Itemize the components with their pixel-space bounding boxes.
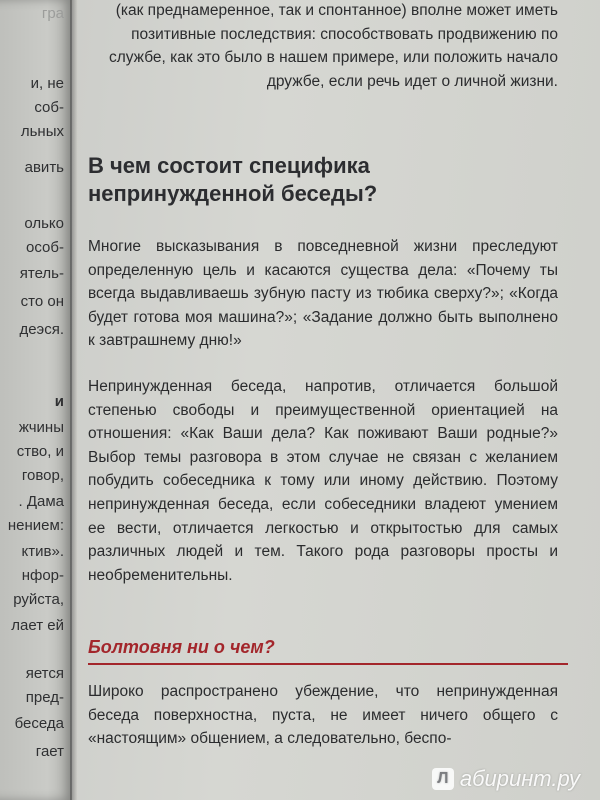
left-page-text-fragment: руйста, — [13, 591, 64, 608]
left-page-text-fragment: беседа — [14, 715, 64, 732]
intro-paragraph: (как преднамеренное, так и спонтанное) вполне может иметь позитивные последствия: способствовать продвижению по службе, как это было в нашем примере, или положить начало дружбе, если речь идет о личной жизни. — [108, 2, 558, 90]
left-page-text-fragment: яется — [25, 665, 64, 682]
left-page — [0, 0, 72, 800]
left-page-text-fragment: сто он — [20, 293, 64, 310]
labirint-watermark — [432, 766, 580, 792]
right-page — [78, 0, 600, 800]
subsection-rule — [88, 663, 568, 665]
left-page-text-fragment: авить — [24, 159, 64, 176]
left-page-text-fragment: нфор- — [21, 567, 64, 584]
left-page-text-fragment: деэся. — [19, 321, 64, 338]
subsection-heading: Болтовня ни о чем? — [88, 637, 275, 657]
left-page-text-fragment: гает — [35, 743, 64, 760]
labirint-logo-icon: Л — [432, 768, 454, 790]
left-page-text-fragment: и — [54, 393, 64, 410]
left-page-text-fragment: нением: — [7, 517, 64, 534]
labirint-watermark-text: абиринт.ру — [459, 766, 580, 791]
book-gutter — [70, 0, 78, 800]
left-page-text-fragment: особ- — [26, 239, 64, 256]
left-page-text-fragment: ство, и — [16, 443, 64, 460]
left-page-text-fragment: льных — [20, 123, 64, 140]
left-page-text-fragment: гра — [41, 5, 64, 22]
paragraph-2: Непринужденная беседа, напротив, отличается большой степенью свободы и преимущественной ориентацией на отношения: «Как Ваши дела? Как поживают Ваши родные?» Выбор темы разговора в этом случае не связан с желанием побудить собеседника к тому или иному действию. Поэтому непринужденная беседа, если собеседники владеют умением ее вести, отличается легкостью и открытостью для самых различных людей и тем. Такого рода разговоры просты и необременительны. — [88, 378, 558, 584]
left-page-text-fragment: соб- — [34, 99, 64, 116]
left-page-text-fragment: и, не — [30, 75, 64, 92]
left-page-text-fragment: лает ей — [11, 617, 64, 634]
section-heading: В чем состоит специфика непринужденной беседы? — [88, 153, 378, 206]
left-page-text-fragment: ктив». — [21, 543, 64, 560]
left-page-text-fragment: говор, — [21, 467, 64, 484]
left-page-text-fragment: жчины — [18, 419, 64, 436]
left-page-text-fragment: ятель- — [19, 265, 64, 282]
left-page-text-fragment: олько — [24, 215, 64, 232]
left-page-text-fragment: пред- — [25, 689, 64, 706]
paragraph-1: Многие высказывания в повседневной жизни преследуют определенную цель и касаются существа дела: «Почему ты всегда выдавливаешь зубную пасту из тюбика сверху?»; «Когда будет готова моя машина?»; «Задание должно быть выполнено к завтрашнему дню!» — [88, 238, 558, 350]
paragraph-3: Широко распространено убеждение, что непринужденная беседа поверхностна, пуста, не имеет ничего общего с «настоящим» общением, а следовательно, беспо- — [88, 683, 558, 748]
left-page-text-fragment: . Дама — [18, 493, 64, 510]
